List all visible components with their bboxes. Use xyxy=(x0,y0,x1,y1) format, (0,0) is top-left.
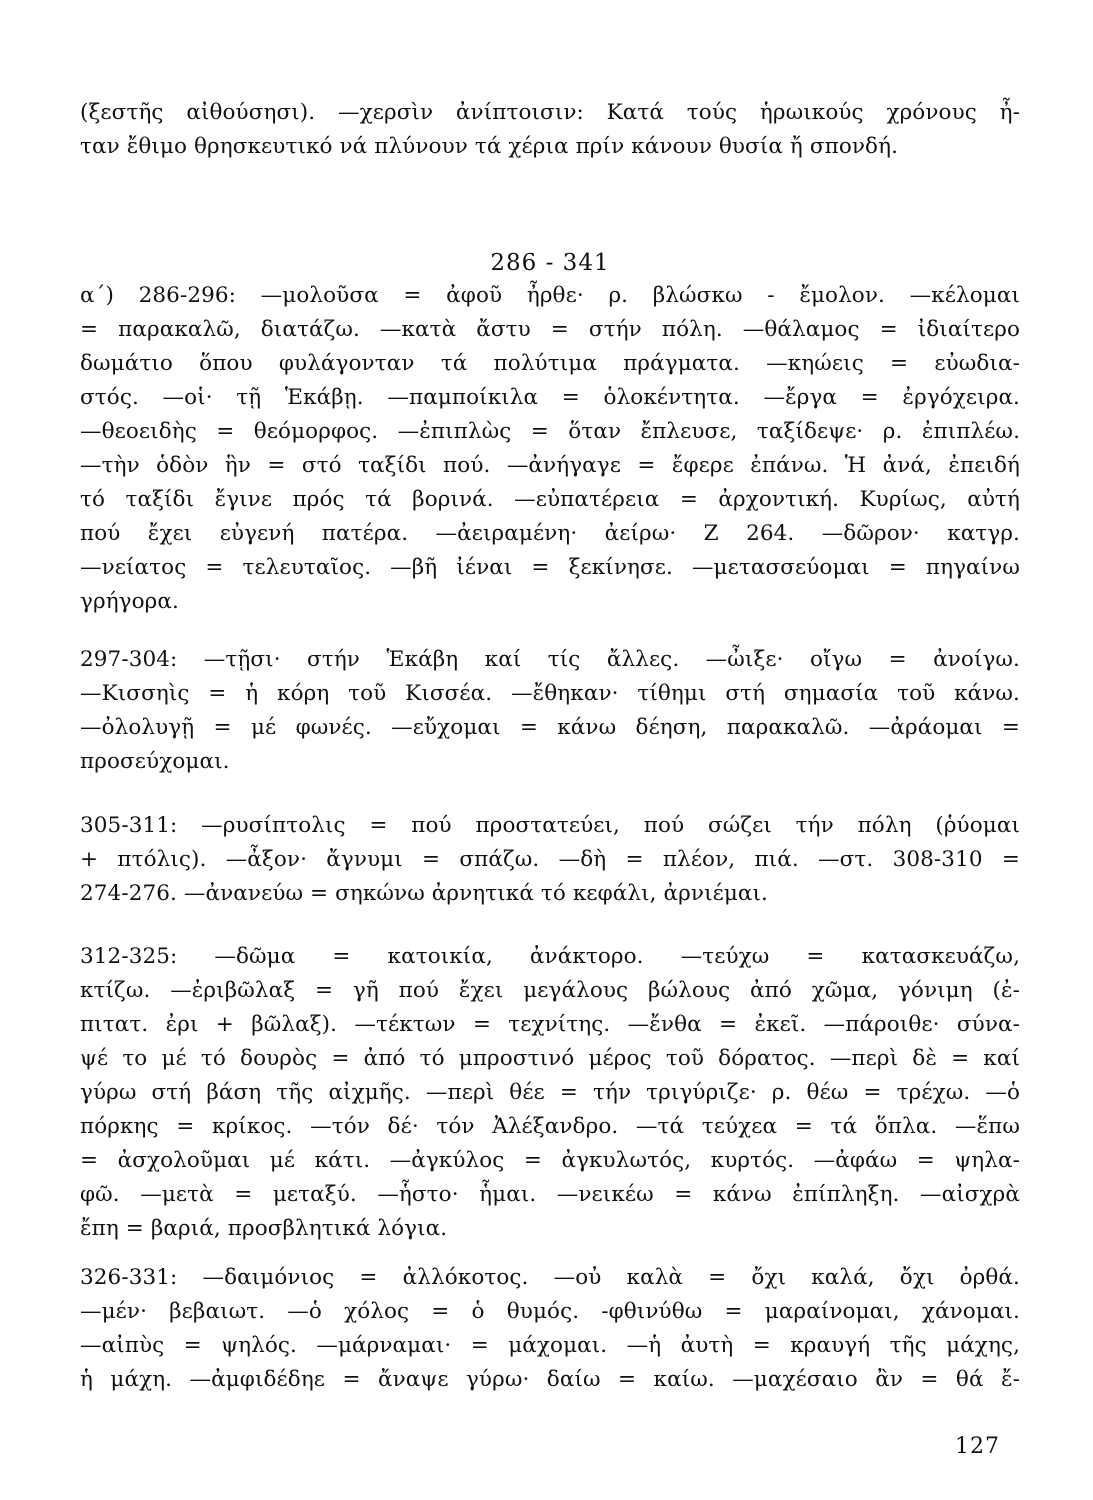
paragraph-326-331 xyxy=(80,1261,1020,1397)
text-line: (ξεστῆς αἰθούσησι). —χερσὶν ἀνίπτοισιν: Κατά τούς ἡρωικούς χρόνους ἦ- xyxy=(80,100,1020,125)
text-line: προσεύχομαι. xyxy=(80,749,230,774)
text-line: γρήγορα. xyxy=(80,589,179,614)
text-line: ταν ἔθιμο θρησκευτικό νά πλύνουν τά χέρια πρίν κάνουν θυσία ἤ σπονδή. xyxy=(80,134,898,159)
text-line: + πτόλις). —ἆξον· ἄγνυμι = σπάζω. —δὴ = πλέον, πιά. —στ. 308-310 = xyxy=(80,847,1020,872)
text-line: α΄) 286-296: —μολοῦσα = ἀφοῦ ἦρθε· ρ. βλώσκω - ἔμολον. —κέλομαι xyxy=(80,283,1020,308)
text-line: 326-331: —δαιμόνιος = ἀλλόκοτος. —οὐ καλὰ = ὄχι καλά, ὄχι ὀρθά. xyxy=(80,1265,1020,1290)
text-line: δωμάτιο ὅπου φυλάγονταν τά πολύτιμα πράγματα. —κηώεις = εὐωδια- xyxy=(80,351,1020,376)
text-line: πού ἔχει εὐγενή πατέρα. —ἀειραμένη· ἀείρω· Ζ 264. —δῶρον· κατγρ. xyxy=(80,521,1020,546)
text-line: στός. —οἱ· τῇ Ἑκάβῃ. —παμποίκιλα = ὁλοκέντητα. —ἔργα = ἐργόχειρα. xyxy=(80,385,1020,410)
paragraph-297-304 xyxy=(80,643,1020,779)
text-line: τό ταξίδι ἔγινε πρός τά βορινά. —εὐπατέρεια = ἀρχοντική. Κυρίως, αὐτή xyxy=(80,487,1020,512)
text-line: πόρκης = κρίκος. —τόν δέ· τόν Ἀλέξανδρο. —τά τεύχεα = τά ὅπλα. —ἕπω xyxy=(80,1114,1020,1139)
text-line: φῶ. —μετὰ = μεταξύ. —ἧστο· ἧμαι. —νεικέω = κάνω ἐπίπληξη. —αἰσχρὰ xyxy=(80,1182,1020,1207)
text-line: γύρω στή βάση τῆς αἰχμῆς. —περὶ θέε = τήν τριγύριζε· ρ. θέω = τρέχω. —ὁ xyxy=(80,1080,1020,1105)
text-line: 305-311: —ρυσίπτολις = πού προστατεύει, πού σώζει τήν πόλη (ῥύομαι xyxy=(80,813,1020,838)
book-page xyxy=(80,96,1020,1486)
text-line: 312-325: —δῶμα = κατοικία, ἀνάκτορο. —τεύχω = κατασκευάζω, xyxy=(80,944,1020,969)
text-line: —τὴν ὁδὸν ἣν = στό ταξίδι πού. —ἀνήγαγε = ἔφερε ἐπάνω. Ἡ ἀνά, ἐπειδή xyxy=(80,453,1020,478)
text-line: κτίζω. —ἐριβῶλαξ = γῆ πού ἔχει μεγάλους βώλους ἀπό χῶμα, γόνιμη (ἐ- xyxy=(80,978,1020,1003)
paragraph-286-296 xyxy=(80,279,1020,619)
text-line: 274-276. —ἀνανεύω = σηκώνω ἀρνητικά τό κεφάλι, ἀρνιέμαι. xyxy=(80,881,768,906)
text-line: 297-304: —τῇσι· στήν Ἑκάβη καί τίς ἄλλες. —ὦιξε· οἴγω = ἀνοίγω. xyxy=(80,647,1020,672)
text-line: = ἀσχολοῦμαι μέ κάτι. —ἀγκύλος = ἀγκυλωτός, κυρτός. —ἀφάω = ψηλα- xyxy=(80,1148,1020,1173)
text-line: πιτατ. ἐρι + βῶλαξ). —τέκτων = τεχνίτης. —ἔνθα = ἐκεῖ. —πάροιθε· σύνα- xyxy=(80,1012,1020,1037)
page-number: 127 xyxy=(955,1434,1000,1459)
section-heading: 286 - 341 xyxy=(490,250,610,276)
text-line: —μέν· βεβαιωτ. —ὁ χόλος = ὁ θυμός. -φθινύθω = μαραίνομαι, χάνομαι. xyxy=(80,1299,1020,1324)
text-line: ἔπη = βαριά, προσβλητικά λόγια. xyxy=(80,1216,448,1241)
text-line: = παρακαλῶ, διατάζω. —κατὰ ἄστυ = στήν πόλη. —θάλαμος = ἰδιαίτερο xyxy=(80,317,1020,342)
text-line: —Κισσηὶς = ἡ κόρη τοῦ Κισσέα. —ἔθηκαν· τίθημι στή σημασία τοῦ κάνω. xyxy=(80,681,1020,706)
text-line: ψέ το μέ τό δουρὸς = ἀπό τό μπροστινό μέρος τοῦ δόρατος. —περὶ δὲ = καί xyxy=(80,1046,1020,1071)
text-line: ἡ μάχη. —ἀμφιδέδηε = ἄναψε γύρω· δαίω = καίω. —μαχέσαιο ἂν = θά ἔ- xyxy=(80,1367,1020,1392)
text-line: —αἰπὺς = ψηλός. —μάρναμαι· = μάχομαι. —ἡ ἀυτὴ = κραυγή τῆς μάχης, xyxy=(80,1333,1020,1358)
text-line: —θεοειδὴς = θεόμορφος. —ἐπιπλὼς = ὅταν ἔπλευσε, ταξίδεψε· ρ. ἐπιπλέω. xyxy=(80,419,1020,444)
intro-text xyxy=(80,96,1020,164)
paragraph-312-325 xyxy=(80,940,1020,1246)
text-line: —νείατος = τελευταῖος. —βῆ ἰέναι = ξεκίνησε. —μετασσεύομαι = πηγαίνω xyxy=(80,555,1020,580)
text-line: —ὀλολυγῇ = μέ φωνές. —εὔχομαι = κάνω δέηση, παρακαλῶ. —ἀράομαι = xyxy=(80,715,1020,740)
paragraph-305-311 xyxy=(80,809,1020,911)
